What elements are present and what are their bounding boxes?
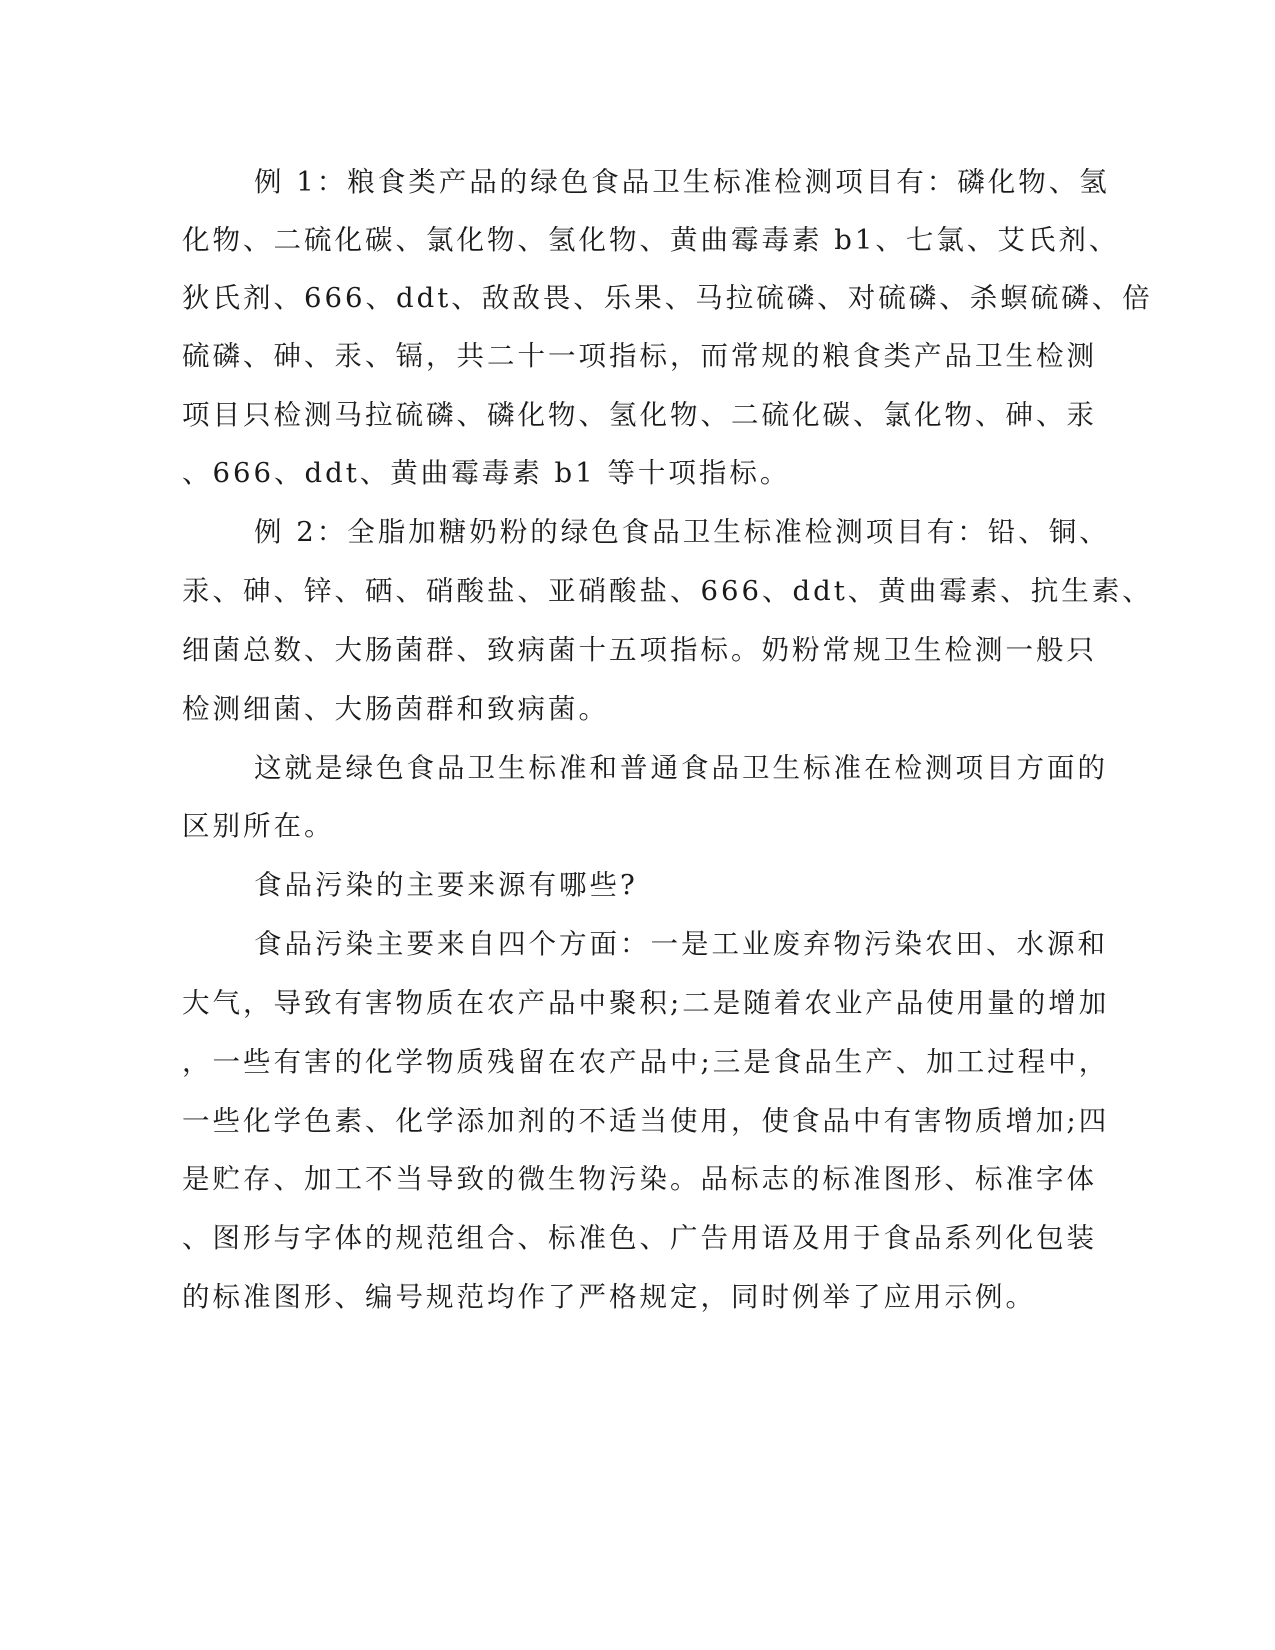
paragraph-3-line-2: 区别所在。 — [182, 810, 335, 842]
paragraph-1-line-3: 狄氏剂、666、ddt、敌敌畏、乐果、马拉硫磷、对硫磷、杀螟硫磷、倍 — [182, 282, 1153, 314]
paragraph-4-line-3: ，一些有害的化学物质残留在农产品中;三是食品生产、加工过程中， — [182, 1046, 1110, 1078]
paragraph-2-line-4: 检测细菌、大肠茵群和致病菌。 — [182, 693, 609, 725]
paragraph-1-line-6: 、666、ddt、黄曲霉毒素 b1 等十项指标。 — [182, 457, 791, 489]
paragraph-4-line-4: 一些化学色素、化学添加剂的不适当使用，使食品中有害物质增加;四 — [182, 1105, 1110, 1137]
paragraph-3-line-1: 这就是绿色食品卫生标准和普通食品卫生标准在检测项目方面的 — [254, 752, 1108, 784]
paragraph-1-line-2: 化物、二硫化碳、氯化物、氢化物、黄曲霉毒素 b1、七氯、艾氏剂、 — [182, 224, 1120, 256]
paragraph-4-line-6: 、图形与字体的规范组合、标准色、广告用语及用于食品系列化包装 — [182, 1222, 1097, 1254]
question-heading: 食品污染的主要来源有哪些? — [254, 869, 638, 901]
paragraph-2-line-1: 例 2：全脂加糖奶粉的绿色食品卫生标准检测项目有：铅、铜、 — [254, 516, 1110, 548]
paragraph-2-line-2: 汞、砷、锌、硒、硝酸盐、亚硝酸盐、666、ddt、黄曲霉素、抗生素、 — [182, 575, 1153, 607]
paragraph-2-line-3: 细菌总数、大肠菌群、致病菌十五项指标。奶粉常规卫生检测一般只 — [182, 634, 1097, 666]
paragraph-1-line-1: 例 1：粮食类产品的绿色食品卫生标准检测项目有：磷化物、氢 — [254, 166, 1110, 198]
paragraph-1-line-5: 项目只检测马拉硫磷、磷化物、氢化物、二硫化碳、氯化物、砷、汞 — [182, 399, 1097, 431]
paragraph-1-line-4: 硫磷、砷、汞、镉，共二十一项指标，而常规的粮食类产品卫生检测 — [182, 340, 1097, 372]
paragraph-4-line-1: 食品污染主要来自四个方面：一是工业废弃物污染农田、水源和 — [254, 928, 1108, 960]
paragraph-4-line-5: 是贮存、加工不当导致的微生物污染。品标志的标准图形、标准字体 — [182, 1163, 1097, 1195]
paragraph-4-line-2: 大气，导致有害物质在农产品中聚积;二是随着农业产品使用量的增加 — [182, 987, 1110, 1019]
paragraph-4-line-7: 的标准图形、编号规范均作了严格规定，同时例举了应用示例。 — [182, 1281, 1036, 1313]
